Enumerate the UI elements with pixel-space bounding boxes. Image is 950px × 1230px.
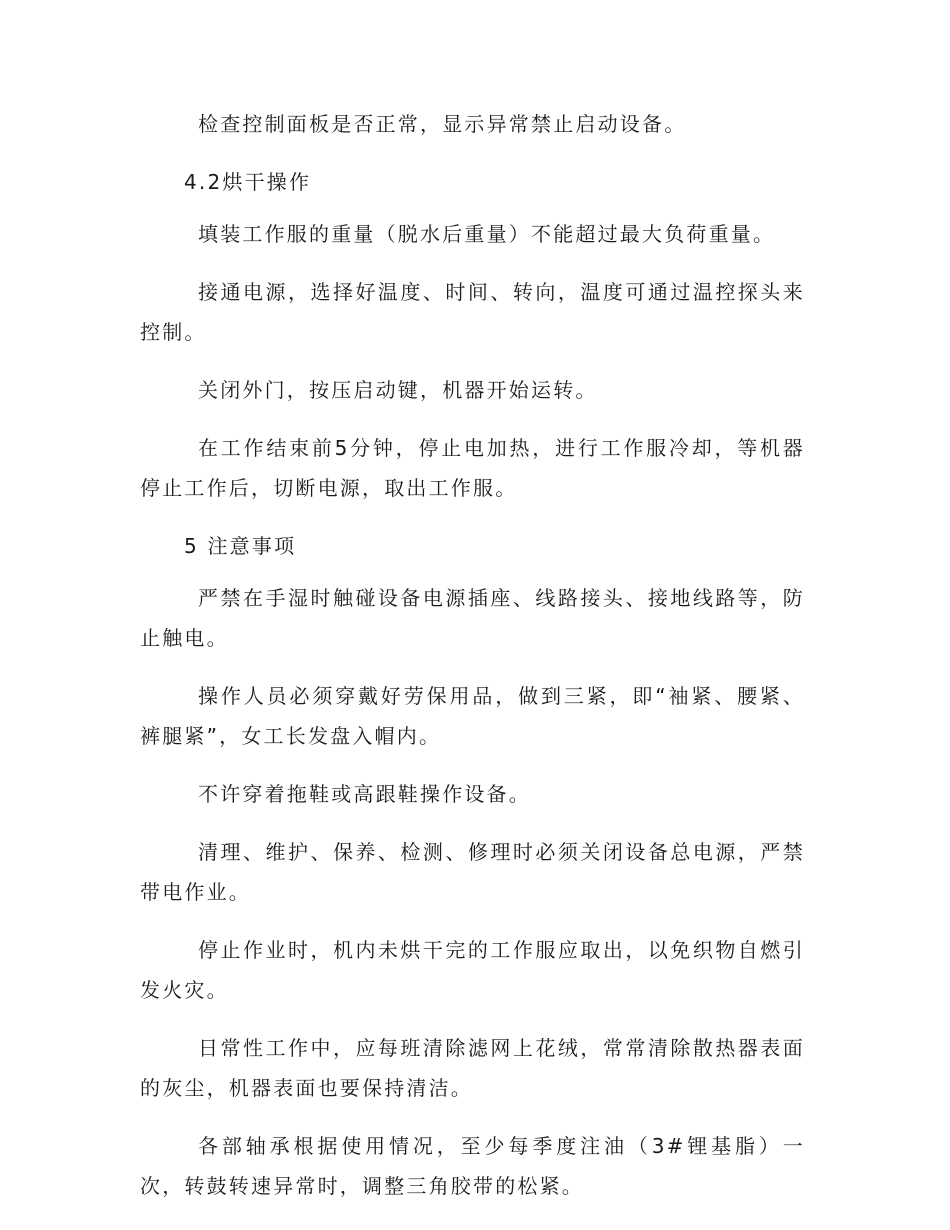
paragraph-footwear: 不许穿着拖鞋或高跟鞋操作设备。 <box>198 782 531 806</box>
paragraph-maintenance-power: 清理、维护、保养、检测、修理时必须关闭设备总电源，严禁带电作业。 <box>140 840 805 904</box>
paragraph-protective-gear: 操作人员必须穿戴好劳保用品，做到三紧，即“袖紧、腰紧、裤腿紧”，女工长发盘入帽内。 <box>140 684 805 748</box>
paragraph-daily-cleaning: 日常性工作中，应每班清除滤网上花绒，常常清除散热器表面的灰尘，机器表面也要保持清洁。 <box>140 1036 805 1100</box>
paragraph-bearing-lubrication: 各部轴承根据使用情况，至少每季度注油（3#锂基脂）一次，转鼓转速异常时，调整三角胶带的松紧。 <box>140 1134 805 1198</box>
section-heading-precautions: 5 注意事项 <box>184 534 297 558</box>
paragraph-cooldown: 在工作结束前5分钟，停止电加热，进行工作服冷却，等机器停止工作后，切断电源，取出工作服。 <box>140 436 805 500</box>
document-body <box>140 104 805 1224</box>
paragraph-check-control-panel: 检查控制面板是否正常，显示异常禁止启动设备。 <box>198 112 687 136</box>
paragraph-wet-hands: 严禁在手湿时触碰设备电源插座、线路接头、接地线路等，防止触电。 <box>140 586 805 650</box>
paragraph-load-weight: 填装工作服的重量（脱水后重量）不能超过最大负荷重量。 <box>198 222 776 246</box>
paragraph-stop-operation: 停止作业时，机内未烘干完的工作服应取出，以免织物自燃引发火灾。 <box>140 938 805 1002</box>
section-heading-drying-operation: 4.2烘干操作 <box>184 170 312 194</box>
paragraph-power-settings: 接通电源，选择好温度、时间、转向，温度可通过温控探头来控制。 <box>140 280 805 344</box>
paragraph-start-machine: 关闭外门，按压启动键，机器开始运转。 <box>198 378 598 402</box>
